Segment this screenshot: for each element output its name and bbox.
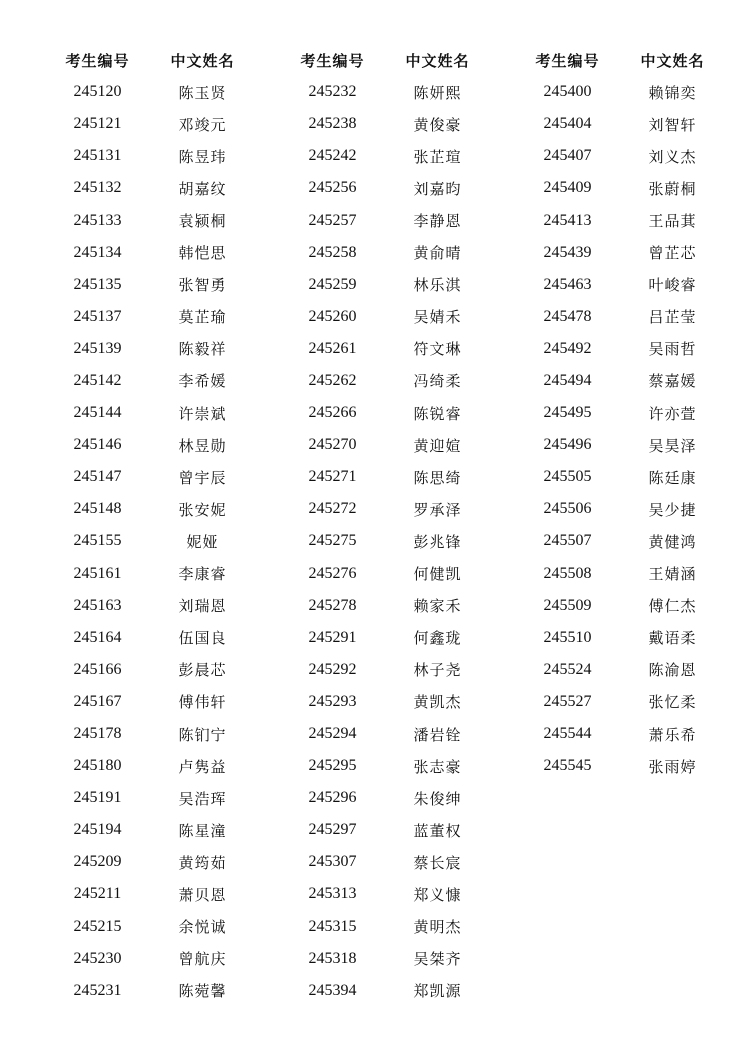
student-name: 何健凯 [413,565,462,584]
student-row [515,654,740,686]
student-row [515,140,740,172]
student-row [280,172,505,204]
student-name: 陈妍熙 [413,83,462,102]
exam-number: 245293 [308,692,357,710]
student-row [515,718,740,750]
student-row [280,558,505,590]
student-name: 吴昊泽 [648,436,697,455]
student-row [515,365,740,397]
student-name: 陈渝恩 [648,661,697,680]
exam-number: 245260 [308,307,357,325]
student-row [45,911,270,943]
exam-number: 245166 [73,660,122,678]
student-name: 陈星潼 [178,821,227,840]
exam-number: 245161 [73,564,122,582]
student-name: 黄迎媗 [413,436,462,455]
student-name: 陈玉贤 [178,83,227,102]
student-row [45,204,270,236]
exam-number: 245296 [308,789,357,807]
student-name: 符文琳 [413,340,462,359]
student-name: 陈锐睿 [413,404,462,423]
student-name: 邓竣元 [178,115,227,134]
student-row [45,140,270,172]
student-name: 曾航庆 [178,950,227,969]
exam-number: 245142 [73,371,122,389]
student-row [280,878,505,910]
exam-number: 245291 [308,628,357,646]
exam-number: 245164 [73,628,122,646]
exam-number: 245194 [73,821,122,839]
student-name: 赖锦奕 [648,83,697,102]
student-row [45,108,270,140]
student-name: 黄凯杰 [413,693,462,712]
student-row [280,461,505,493]
student-name: 陈思绮 [413,468,462,487]
student-name: 黄俞晴 [413,244,462,263]
student-name: 吴桀齐 [413,950,462,969]
exam-number: 245121 [73,115,122,133]
student-name: 黄明杰 [413,918,462,937]
student-name: 伍国良 [178,629,227,648]
exam-number: 245478 [543,307,592,325]
student-row [45,365,270,397]
exam-number: 245191 [73,789,122,807]
exam-number: 245167 [73,692,122,710]
exam-number: 245148 [73,500,122,518]
student-name: 罗承泽 [413,500,462,519]
student-row [280,525,505,557]
student-name: 萧贝恩 [178,885,227,904]
exam-number: 245258 [308,243,357,261]
student-row [280,911,505,943]
student-name: 妮娅 [186,532,219,551]
student-name: 陈昱玮 [178,147,227,166]
student-name: 彭晨芯 [178,661,227,680]
exam-number: 245307 [308,853,357,871]
student-row [45,397,270,429]
exam-number: 245134 [73,243,122,261]
student-name: 刘瑞恩 [178,597,227,616]
student-name: 林子尧 [413,661,462,680]
student-row [45,750,270,782]
exam-number: 245318 [308,949,357,967]
student-row [45,718,270,750]
student-row [515,204,740,236]
student-row [515,558,740,590]
student-name: 张雨婷 [648,757,697,776]
exam-number: 245163 [73,596,122,614]
exam-number: 245211 [73,885,122,903]
exam-number: 245132 [73,179,122,197]
exam-number: 245496 [543,436,592,454]
student-row [45,333,270,365]
student-row [45,975,270,1007]
student-name: 张忆柔 [648,693,697,712]
exam-number: 245215 [73,917,122,935]
exam-number: 245155 [73,532,122,550]
exam-number: 245404 [543,115,592,133]
student-name: 萧乐希 [648,725,697,744]
student-row [45,301,270,333]
student-row [280,654,505,686]
student-name: 李康睿 [178,565,227,584]
exam-number: 245178 [73,725,122,743]
student-row [45,558,270,590]
student-row [280,493,505,525]
column-header-row [280,44,505,76]
student-name: 刘智轩 [648,115,697,134]
student-row [280,686,505,718]
exam-number: 245413 [543,211,592,229]
exam-number: 245315 [308,917,357,935]
exam-number: 245209 [73,853,122,871]
student-row [515,237,740,269]
list-column-2 [280,44,505,1007]
student-row [280,782,505,814]
exam-number: 245492 [543,339,592,357]
student-row [280,108,505,140]
student-row [280,622,505,654]
student-name: 陈钔宁 [178,725,227,744]
exam-number: 245275 [308,532,357,550]
exam-number: 245230 [73,949,122,967]
exam-number: 245137 [73,307,122,325]
student-row [280,333,505,365]
exam-number: 245400 [543,83,592,101]
student-name: 郑凯源 [413,982,462,1001]
exam-number: 245276 [308,564,357,582]
student-row [45,814,270,846]
student-row [515,172,740,204]
student-row [515,493,740,525]
exam-number: 245238 [308,115,357,133]
student-row [515,622,740,654]
exam-number: 245271 [308,468,357,486]
column-header-row [45,44,270,76]
student-name: 刘嘉昀 [413,179,462,198]
exam-number: 245146 [73,436,122,454]
exam-number: 245231 [73,981,122,999]
student-name: 傅仁杰 [648,597,697,616]
header-chinese-name: 中文姓名 [640,51,705,70]
exam-number: 245256 [308,179,357,197]
student-name: 李希媛 [178,372,227,391]
exam-number: 245294 [308,725,357,743]
student-name: 吴婧禾 [413,308,462,327]
header-chinese-name: 中文姓名 [405,51,470,70]
student-name: 彭兆锋 [413,532,462,551]
student-name: 张蔚桐 [648,179,697,198]
student-name: 黄筠茹 [178,853,227,872]
exam-number: 245180 [73,757,122,775]
student-row [280,237,505,269]
student-name: 陈菀馨 [178,982,227,1001]
student-row [45,525,270,557]
exam-number: 245527 [543,692,592,710]
student-row [515,525,740,557]
exam-number: 245505 [543,468,592,486]
student-row [45,878,270,910]
student-row [515,333,740,365]
student-row [45,461,270,493]
student-row [515,397,740,429]
exam-number: 245507 [543,532,592,550]
student-row [45,237,270,269]
exam-number: 245394 [308,981,357,999]
student-name: 林昱勋 [178,436,227,455]
student-row [280,590,505,622]
student-name: 郑义慷 [413,885,462,904]
exam-number: 245133 [73,211,122,229]
student-row [45,493,270,525]
exam-number: 245242 [308,147,357,165]
student-row [280,397,505,429]
student-name: 张安妮 [178,500,227,519]
student-name: 卢隽益 [178,757,227,776]
exam-number: 245545 [543,757,592,775]
exam-number: 245292 [308,660,357,678]
student-name: 许亦萱 [648,404,697,423]
student-name: 黄健鸿 [648,532,697,551]
student-row [515,108,740,140]
exam-number: 245313 [308,885,357,903]
student-name: 林乐淇 [413,276,462,295]
student-name: 叶峻睿 [648,276,697,295]
exam-number: 245524 [543,660,592,678]
student-row [515,301,740,333]
student-name: 戴语柔 [648,629,697,648]
student-name: 余悦诚 [178,918,227,937]
student-name: 曾芷芯 [648,244,697,263]
student-row [45,269,270,301]
exam-number: 245409 [543,179,592,197]
student-row [45,172,270,204]
student-row [45,943,270,975]
student-row [515,269,740,301]
student-row [280,814,505,846]
student-row [45,76,270,108]
exam-number: 245232 [308,83,357,101]
list-column-3 [515,44,740,782]
exam-number: 245272 [308,500,357,518]
exam-number: 245259 [308,275,357,293]
student-row [515,750,740,782]
student-row [280,429,505,461]
exam-number: 245278 [308,596,357,614]
student-row [515,686,740,718]
exam-number: 245295 [308,757,357,775]
student-row [515,590,740,622]
student-name: 王婧涵 [648,565,697,584]
student-name: 胡嘉纹 [178,179,227,198]
student-name: 刘义杰 [648,147,697,166]
student-row [45,782,270,814]
student-name: 傅伟轩 [178,693,227,712]
header-exam-number: 考生编号 [300,53,365,70]
student-name: 潘岩铨 [413,725,462,744]
student-name: 黄俊豪 [413,115,462,134]
student-name: 张志豪 [413,757,462,776]
student-row [45,622,270,654]
student-name: 韩恺思 [178,244,227,263]
exam-number: 245131 [73,147,122,165]
student-row [280,269,505,301]
header-chinese-name: 中文姓名 [170,51,235,70]
student-row [280,718,505,750]
exam-number: 245144 [73,404,122,422]
exam-number: 245120 [73,83,122,101]
student-name: 吕芷莹 [648,308,697,327]
student-row [45,846,270,878]
student-name: 张智勇 [178,276,227,295]
exam-number: 245463 [543,275,592,293]
header-exam-number: 考生编号 [65,53,130,70]
student-name: 赖家禾 [413,597,462,616]
student-row [280,365,505,397]
exam-number: 245261 [308,339,357,357]
student-name: 陈毅祥 [178,340,227,359]
column-header-row [515,44,740,76]
student-row [280,750,505,782]
exam-number: 245270 [308,436,357,454]
student-row [45,429,270,461]
student-row [515,461,740,493]
exam-number: 245407 [543,147,592,165]
student-row [280,301,505,333]
student-name: 蓝董权 [413,821,462,840]
student-name: 吴雨哲 [648,340,697,359]
exam-number: 245508 [543,564,592,582]
exam-number: 245262 [308,371,357,389]
student-row [280,975,505,1007]
student-name: 吴少捷 [648,500,697,519]
student-row [45,686,270,718]
exam-number: 245495 [543,404,592,422]
student-name: 许崇斌 [178,404,227,423]
exam-number: 245297 [308,821,357,839]
student-row [515,76,740,108]
exam-number: 245439 [543,243,592,261]
student-name: 莫芷瑜 [178,308,227,327]
student-row [280,846,505,878]
exam-number: 245147 [73,468,122,486]
exam-number: 245257 [308,211,357,229]
list-column-1 [45,44,270,1007]
exam-number: 245139 [73,339,122,357]
student-name: 袁颍桐 [178,212,227,231]
student-row [280,204,505,236]
exam-number: 245266 [308,404,357,422]
student-name: 何鑫珑 [413,629,462,648]
student-name: 王品萁 [648,212,697,231]
student-row [515,429,740,461]
exam-number: 245506 [543,500,592,518]
student-name: 陈廷康 [648,468,697,487]
exam-number: 245494 [543,371,592,389]
student-row [280,76,505,108]
exam-number: 245509 [543,596,592,614]
exam-number: 245544 [543,725,592,743]
student-name: 曾宇辰 [178,468,227,487]
exam-number: 245135 [73,275,122,293]
student-row [45,654,270,686]
student-row [280,943,505,975]
student-name: 冯绮柔 [413,372,462,391]
student-name: 张芷瑄 [413,147,462,166]
student-name: 吴浩珲 [178,789,227,808]
student-row [280,140,505,172]
student-name: 蔡长宸 [413,853,462,872]
header-exam-number: 考生编号 [535,53,600,70]
student-name: 朱俊绅 [413,789,462,808]
student-row [45,590,270,622]
student-name: 蔡嘉媛 [648,372,697,391]
exam-number: 245510 [543,628,592,646]
student-name: 李静恩 [413,212,462,231]
